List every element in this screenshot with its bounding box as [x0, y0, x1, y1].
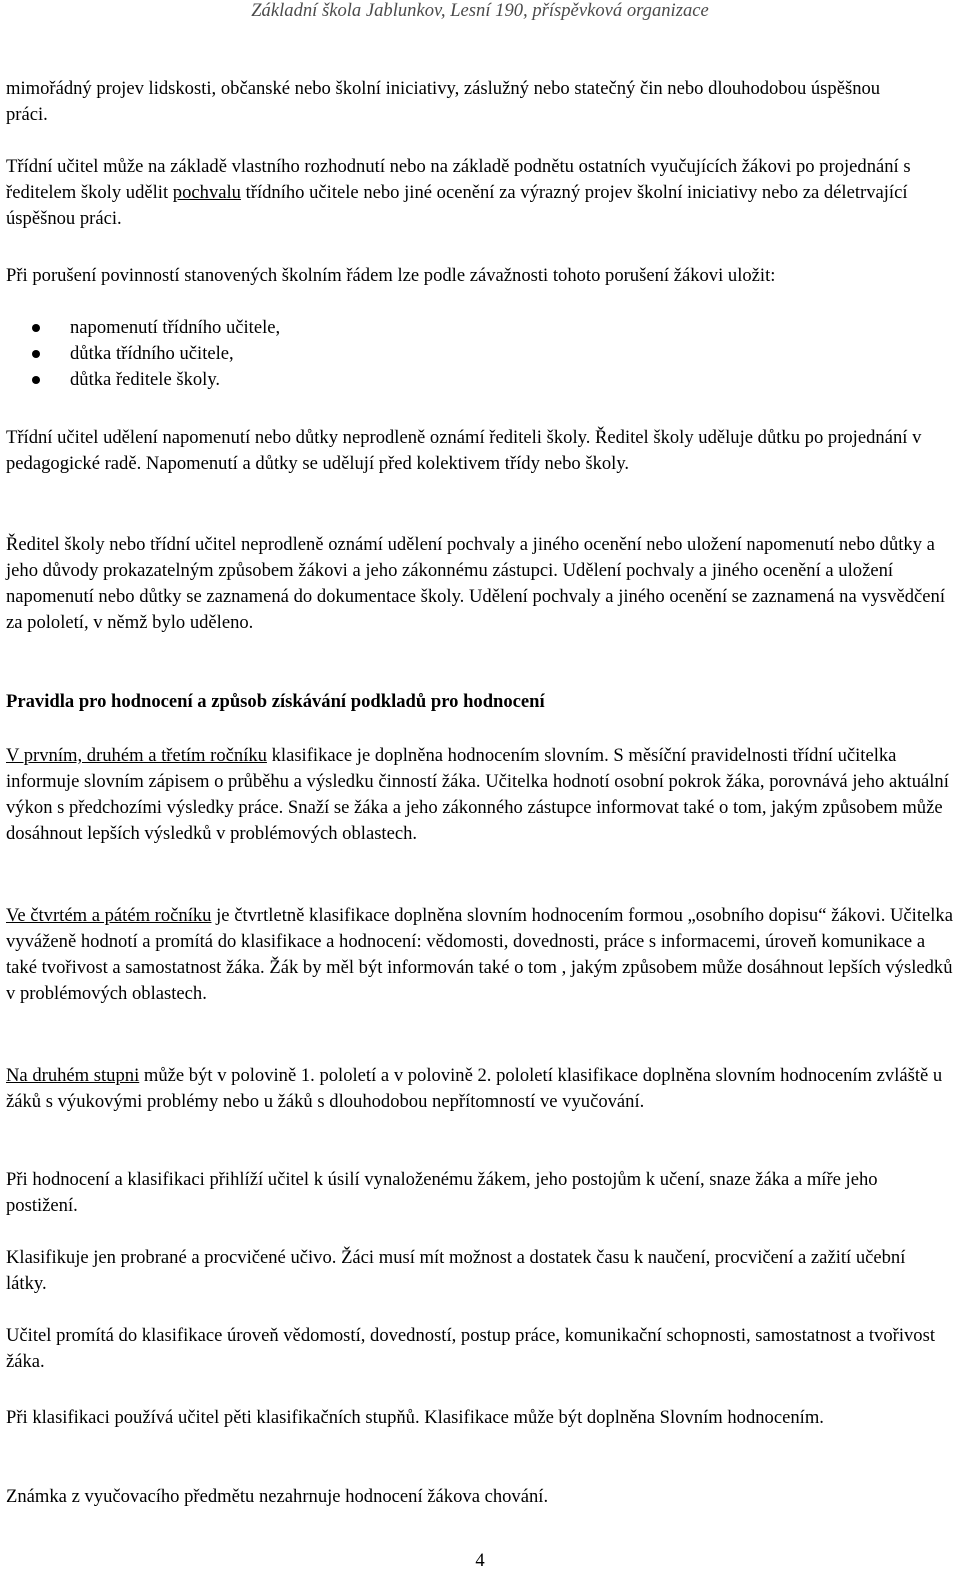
penalty-list: [0, 315, 280, 393]
bullet-icon: [32, 350, 40, 358]
paragraph-text-after: může být v polovině 1. pololetí a v polovině 2. pololetí klasifikace doplněna slovním hodnocením zvláště u žáků s výukovými problémy nebo u žáků s dlouhodobou nepřítomností ve vyučování.: [6, 1065, 943, 1112]
paragraph-intro-continuation: mimořádný projev lidskosti, občanské nebo školní iniciativy, záslužný nebo statečný čin nebo dlouhodobou úspěšnou práci.: [6, 78, 881, 125]
list-item-text: napomenutí třídního učitele,: [70, 317, 281, 338]
grades-4-5-underlined: Ve čtvrtém a pátém ročníku: [6, 905, 212, 926]
paragraph-reprimand-notice: Třídní učitel udělení napomenutí nebo důtky neprodleně oznámí řediteli školy. Ředitel školy uděluje důtku po projednání v pedagogické radě. Napomenutí a důtky se udělují před kolektivem třídy nebo školy.: [6, 427, 922, 474]
paragraph-practiced-material: Klasifikuje jen probrané a procvičené učivo. Žáci musí mít možnost a dostatek času k naučení, procvičení a zažití učební látky.: [6, 1247, 906, 1294]
list-item-text: důtka ředitele školy.: [70, 369, 221, 390]
bullet-icon: [32, 376, 40, 384]
paragraph-grades-1-3: [6, 743, 956, 847]
paragraph-director-notice: Ředitel školy nebo třídní učitel neprodleně oznámí udělení pochvaly a jiného ocenění nebo uložení napomenutí nebo důtky a jeho důvody prokazatelným způsobem žákovi a jeho zákonnému zástupci. Udělení pochvaly a jiného ocenění a uložení napomenutí nebo důtky se zaznamená do dokumentace školy. Udělení pochvaly a jiného ocenění se zaznamená na vysvědčení za pololetí, v němž bylo uděleno.: [6, 534, 945, 633]
paragraph-class-teacher-praise: [6, 154, 956, 232]
paragraph-text-after: je čtvrtletně klasifikace doplněna slovním hodnocením formou „osobního dopisu“ žákovi. Učitelka vyváženě hodnotí a promítá do klasifikace a hodnocení: vědomosti, dovednosti, práce s informacemi, úroveň komunikace a také tvořivost a samostatnost žáka. Žák by měl být informován také o tom , jakým způsobem může dosáhnout lepších výsledků v problémových oblastech.: [6, 905, 953, 1004]
praise-term-underlined: pochvalu: [172, 182, 241, 203]
paragraph-text-after: klasifikace je doplněna hodnocením slovním. S měsíční pravidelnosti třídní učitelka informuje slovním zápisem o průběhu a výsledku činností žáka. Učitelka hodnotí osobní pokrok žáka, porovnává jeho aktuální výkon s předchozími výsledky práce. Snaží se žáka a jeho zákonného zástupce informovat také o tom, jakým způsobem může dosáhnout lepších výsledků v problémových oblastech.: [6, 745, 949, 844]
paragraph-assessment-levels: Učitel promítá do klasifikace úroveň vědomostí, dovedností, postup práce, komunikační schopnosti, samostatnost a tvořivost žáka.: [6, 1325, 936, 1372]
paragraph-effort: Při hodnocení a klasifikaci přihlíží učitel k úsilí vynaloženému žákem, jeho postojům k učení, snaze žáka a míře jeho postižení.: [6, 1169, 878, 1216]
second-stage-underlined: Na druhém stupni: [6, 1065, 140, 1086]
paragraph-text-before: Třídní učitel může na základě vlastního rozhodnutí nebo na základě podnětu ostatních vyučujících žákovi po projednání s ředitelem školy udělit: [6, 156, 911, 203]
section-title: Pravidla pro hodnocení a způsob získávání podkladů pro hodnocení: [6, 691, 545, 712]
page-header: Základní škola Jablunkov, Lesní 190, příspěvková organizace: [251, 0, 709, 21]
grades-1-3-underlined: V prvním, druhém a třetím ročníku: [6, 745, 267, 766]
list-item: [0, 367, 280, 393]
paragraph-five-grades: Při klasifikaci používá učitel pěti klasifikačních stupňů. Klasifikace může být doplněna Slovním hodnocením.: [6, 1407, 824, 1428]
paragraph-grades-4-5: [6, 903, 956, 1007]
paragraph-text-after: třídního učitele nebo jiné ocenění za výrazný projev školní iniciativy nebo za déletrvající úspěšnou práci.: [6, 182, 908, 229]
list-item: [0, 315, 280, 341]
paragraph-behavior-note: Známka z vyučovacího předmětu nezahrnuje hodnocení žákova chování.: [6, 1486, 549, 1507]
page-number: 4: [475, 1550, 485, 1571]
list-item: [0, 341, 280, 367]
paragraph-second-stage: [6, 1063, 956, 1115]
paragraph-breach-of-duties: Při porušení povinností stanovených školním řádem lze podle závažnosti tohoto porušení žákovi uložit:: [6, 265, 776, 286]
bullet-icon: [32, 324, 40, 332]
list-item-text: důtka třídního učitele,: [70, 343, 234, 364]
